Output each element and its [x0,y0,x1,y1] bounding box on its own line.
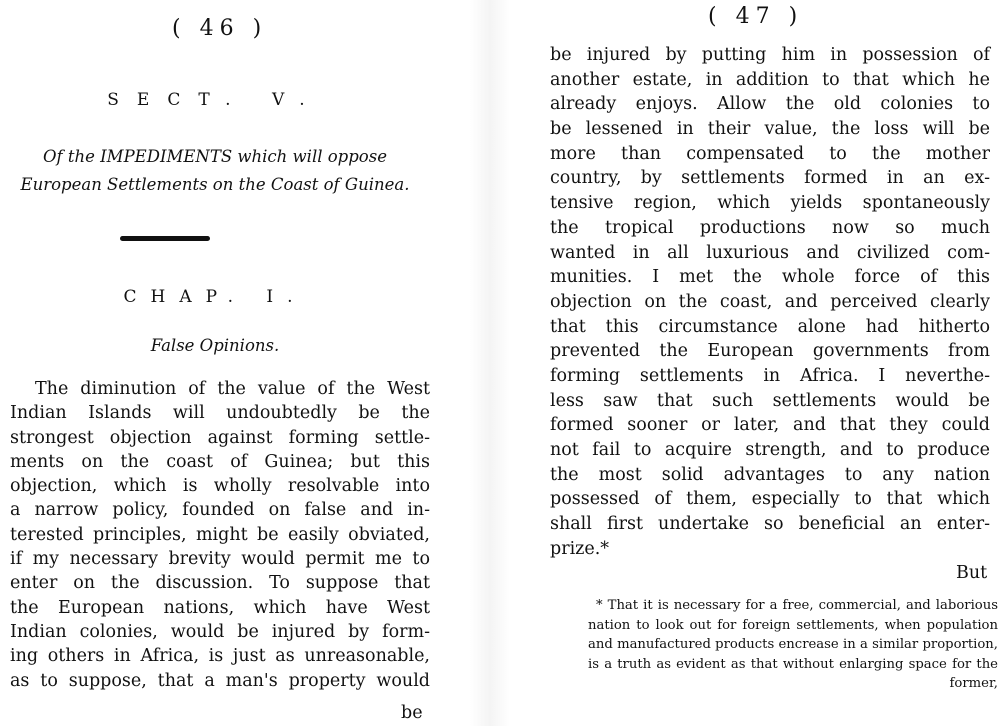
text-line: forming settlements in Africa. I neverthe- [550,365,990,386]
text-line: munities. I met the whole force of this [550,267,990,288]
text-line: ments on the coast of Guinea; but this [10,451,430,472]
footnote-line: * That it is necessary for a free, commercial, and laborious [596,598,998,613]
text-line: terested principles, might be easily obviated, [10,524,430,545]
text-line: objection on the coast, and perceived clearly [550,291,990,312]
footnote [588,596,998,694]
footnote-line: nation to look out for foreign settlements, when population [588,617,998,633]
text-line: be injured by putting him in possession of [550,45,990,65]
footnote-line: former, [949,676,998,691]
footnote-line: and manufactured products encrease in a similar proportion, [588,637,998,652]
text-line: shall first undertake so beneficial an enter- [550,514,990,535]
catchword-left: be [401,703,423,723]
text-line: prize.* [550,538,610,559]
text-line: Indian Islands will undoubtedly be the [10,403,430,424]
section-subject [0,143,430,199]
book-gutter [470,0,510,726]
text-line: not fail to acquire strength, and to produce [550,440,990,460]
text-line: tensive region, which yields spontaneously [550,193,990,214]
text-line: prevented the European governments from [550,341,990,362]
right-page [545,0,1000,726]
text-line: possessed of them, especially to that which [550,489,990,510]
section-subject-line: Of the IMPEDIMENTS which will oppose [43,147,387,166]
text-line: Indian colonies, would be injured by form- [10,621,430,642]
body-text-left [10,377,430,693]
text-line: enter on the discussion. To suppose that [10,573,430,594]
section-heading: SECT. V. [107,90,323,110]
text-line: country, by settlements formed in an ex- [550,168,990,189]
body-text-right [550,43,990,561]
page-number-left: ( 46 ) [172,16,268,41]
left-page [0,0,440,726]
catchword-right: But [956,563,988,583]
footnote-line: is a truth as evident as that without enlarging space for the [588,656,998,672]
text-line: another estate, in addition to that which he [550,69,990,90]
text-line: be lessened in their value, the loss will be [550,119,990,140]
ornamental-rule [120,236,210,241]
chapter-heading: CHAP. I. [123,287,307,307]
text-line: the most solid advantages to any nation [550,464,990,485]
text-line: the tropical productions now so much [550,217,990,238]
text-line: that this circumstance alone had hitherto [550,316,990,337]
text-line: formed sooner or later, and that they could [550,415,990,436]
page-number-right: ( 47 ) [708,4,804,29]
text-line: ing others in Africa, is just as unreasonable, [10,646,430,667]
text-line: already enjoys. Allow the old colonies to [550,94,990,115]
text-line: objection, which is wholly resolvable into [10,476,430,497]
text-line: as to suppose, that a man's property would [10,670,430,691]
text-line: wanted in all luxurious and civilized com- [550,242,990,263]
text-line: the European nations, which have West [10,597,430,618]
text-line: more than compensated to the mother [550,143,990,164]
text-line: strongest objection against forming settle- [10,427,430,448]
chapter-title: False Opinions. [150,336,280,355]
section-subject-line: European Settlements on the Coast of Guinea. [20,175,410,194]
text-line: The diminution of the value of the West [35,379,430,399]
text-line: a narrow policy, founded on false and in- [10,500,430,521]
text-line: if my necessary brevity would permit me to [10,549,430,570]
text-line: less saw that such settlements would be [550,390,990,411]
